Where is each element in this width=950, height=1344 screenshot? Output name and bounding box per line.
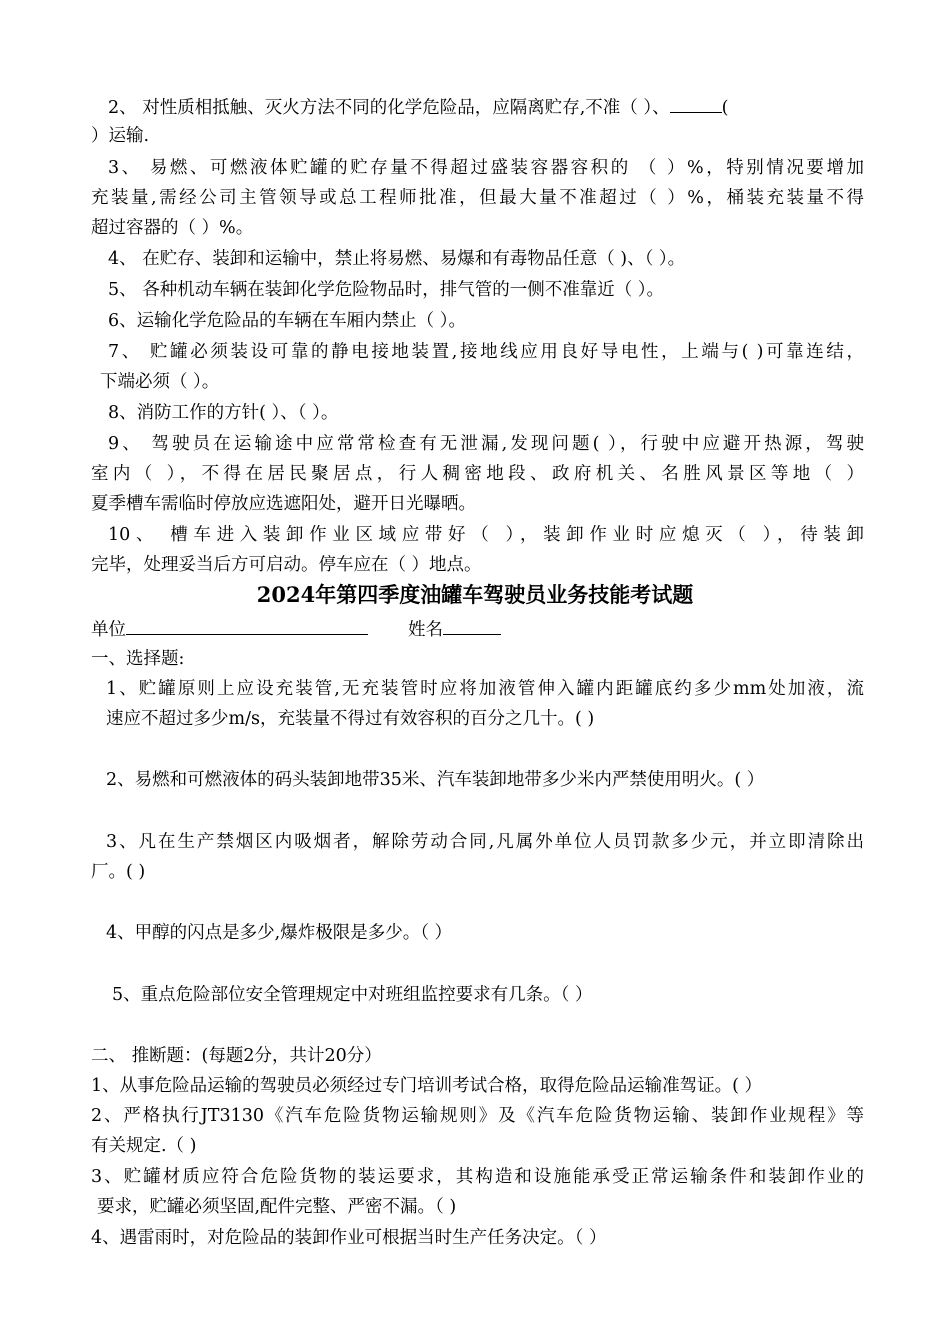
fill-question-2 xyxy=(108,92,864,122)
name-input-line[interactable] xyxy=(443,614,501,635)
fill-question-8: 8、消防工作的方针( ）、（ ）。 xyxy=(108,403,339,423)
unit-label: 单位 xyxy=(91,620,126,640)
choice-question-3-line1: 3、凡在生产禁烟区内吸烟者，解除劳动合同,凡属外单位人员罚款多少元，并立即清除出 xyxy=(106,832,864,852)
fill-question-2-paren: ( xyxy=(721,98,729,118)
fill-question-10-line2: 完毕，处理妥当后方可启动。停车应在（ ）地点。 xyxy=(91,555,482,575)
choice-question-3-line2: 厂。( ) xyxy=(91,862,146,882)
choice-question-4: 4、甲醇的闪点是多少,爆炸极限是多少。（ ） xyxy=(106,923,453,943)
choice-question-1-line2: 速应不超过多少m/s，充装量不得过有效容积的百分之几十。( ) xyxy=(106,709,595,729)
section-2-heading: 二、 推断题：(每题2分，共计20分） xyxy=(91,1046,382,1066)
choice-question-5: 5、重点危险部位安全管理规定中对班组监控要求有几条。（ ） xyxy=(112,985,593,1005)
fill-question-9-line3: 夏季槽车需临时停放应选遮阳处，避开日光曝晒。 xyxy=(91,494,476,514)
fill-question-4: 4、 在贮存、装卸和运输中，禁止将易燃、易爆和有毒物品任意（ )、（ ）。 xyxy=(108,249,686,269)
fill-question-3-line2: 充装量,需经公司主管领导或总工程师批准，但最大量不准超过（ ）%，桶装充装量不得 xyxy=(91,188,864,208)
unit-input-line[interactable] xyxy=(126,614,368,635)
fill-question-3-line1: 3、 易燃、可燃液体贮罐的贮存量不得超过盛装容器容积的 （ ）%，特别情况要增加 xyxy=(108,158,864,178)
fill-question-9-line2: 室内（ ），不得在居民聚居点，行人稠密地段、政府机关、名胜风景区等地（ ） xyxy=(91,464,864,484)
unit-name-row xyxy=(91,614,864,644)
blank-underline xyxy=(670,92,722,113)
judge-question-1: 1、从事危险品运输的驾驶员必须经过专门培训考试合格，取得危险品运输准驾证。( ） xyxy=(91,1076,763,1096)
exam-title: 2024年第四季度油罐车驾驶员业务技能考试题 xyxy=(256,582,694,607)
fill-question-5: 5、 各种机动车辆在装卸化学危险物品时，排气管的一侧不准靠近（ ）。 xyxy=(108,280,665,300)
fill-question-7-line2: 下端必须（ ）。 xyxy=(100,372,220,392)
fill-question-2-text: 2、 对性质相抵触、灭火方法不同的化学危险品，应隔离贮存,不准（ ）、 xyxy=(108,98,670,118)
judge-question-4: 4、遇雷雨时，对危险品的装卸作业可根据当时生产任务决定。（ ） xyxy=(91,1228,607,1248)
fill-question-2-cont: ）运输. xyxy=(91,126,150,146)
fill-question-7-line1: 7、 贮罐必须装设可靠的静电接地装置,接地线应用良好导电性，上端与( )可靠连结， xyxy=(108,342,864,362)
name-label: 姓名 xyxy=(408,620,443,640)
judge-question-3-line2: 要求，贮罐必须坚固,配件完整、严密不漏。（ ) xyxy=(97,1197,457,1217)
judge-question-2-line2: 有关规定.（ ) xyxy=(91,1136,197,1156)
judge-question-3-line1: 3、贮罐材质应符合危险货物的装运要求，其构造和设施能承受正常运输条件和装卸作业的 xyxy=(91,1167,864,1187)
fill-question-10-line1: 10、 槽车进入装卸作业区域应带好（ ），装卸作业时应熄灭（ ），待装卸 xyxy=(108,525,864,545)
judge-question-2-line1: 2、严格执行JT3130《汽车危险货物运输规则》及《汽车危险货物运输、装卸作业规程》等 xyxy=(91,1106,864,1126)
fill-question-9-line1: 9、 驾驶员在运输途中应常常检查有无泄漏,发现问题( ），行驶中应避开热源，驾驶 xyxy=(108,434,864,454)
choice-question-2: 2、易燃和可燃液体的码头装卸地带35米、汽车装卸地带多少米内严禁使用明火。( ） xyxy=(106,770,765,790)
fill-question-3-line3: 超过容器的（ ）%。 xyxy=(91,218,254,238)
fill-question-6: 6、运输化学危险品的车辆在车厢内禁止（ ）。 xyxy=(108,311,466,331)
section-1-heading: 一、选择题: xyxy=(91,649,185,669)
choice-question-1-line1: 1、贮罐原则上应设充装管,无充装管时应将加液管伸入罐内距罐底约多少mm处加液，流 xyxy=(106,679,864,699)
